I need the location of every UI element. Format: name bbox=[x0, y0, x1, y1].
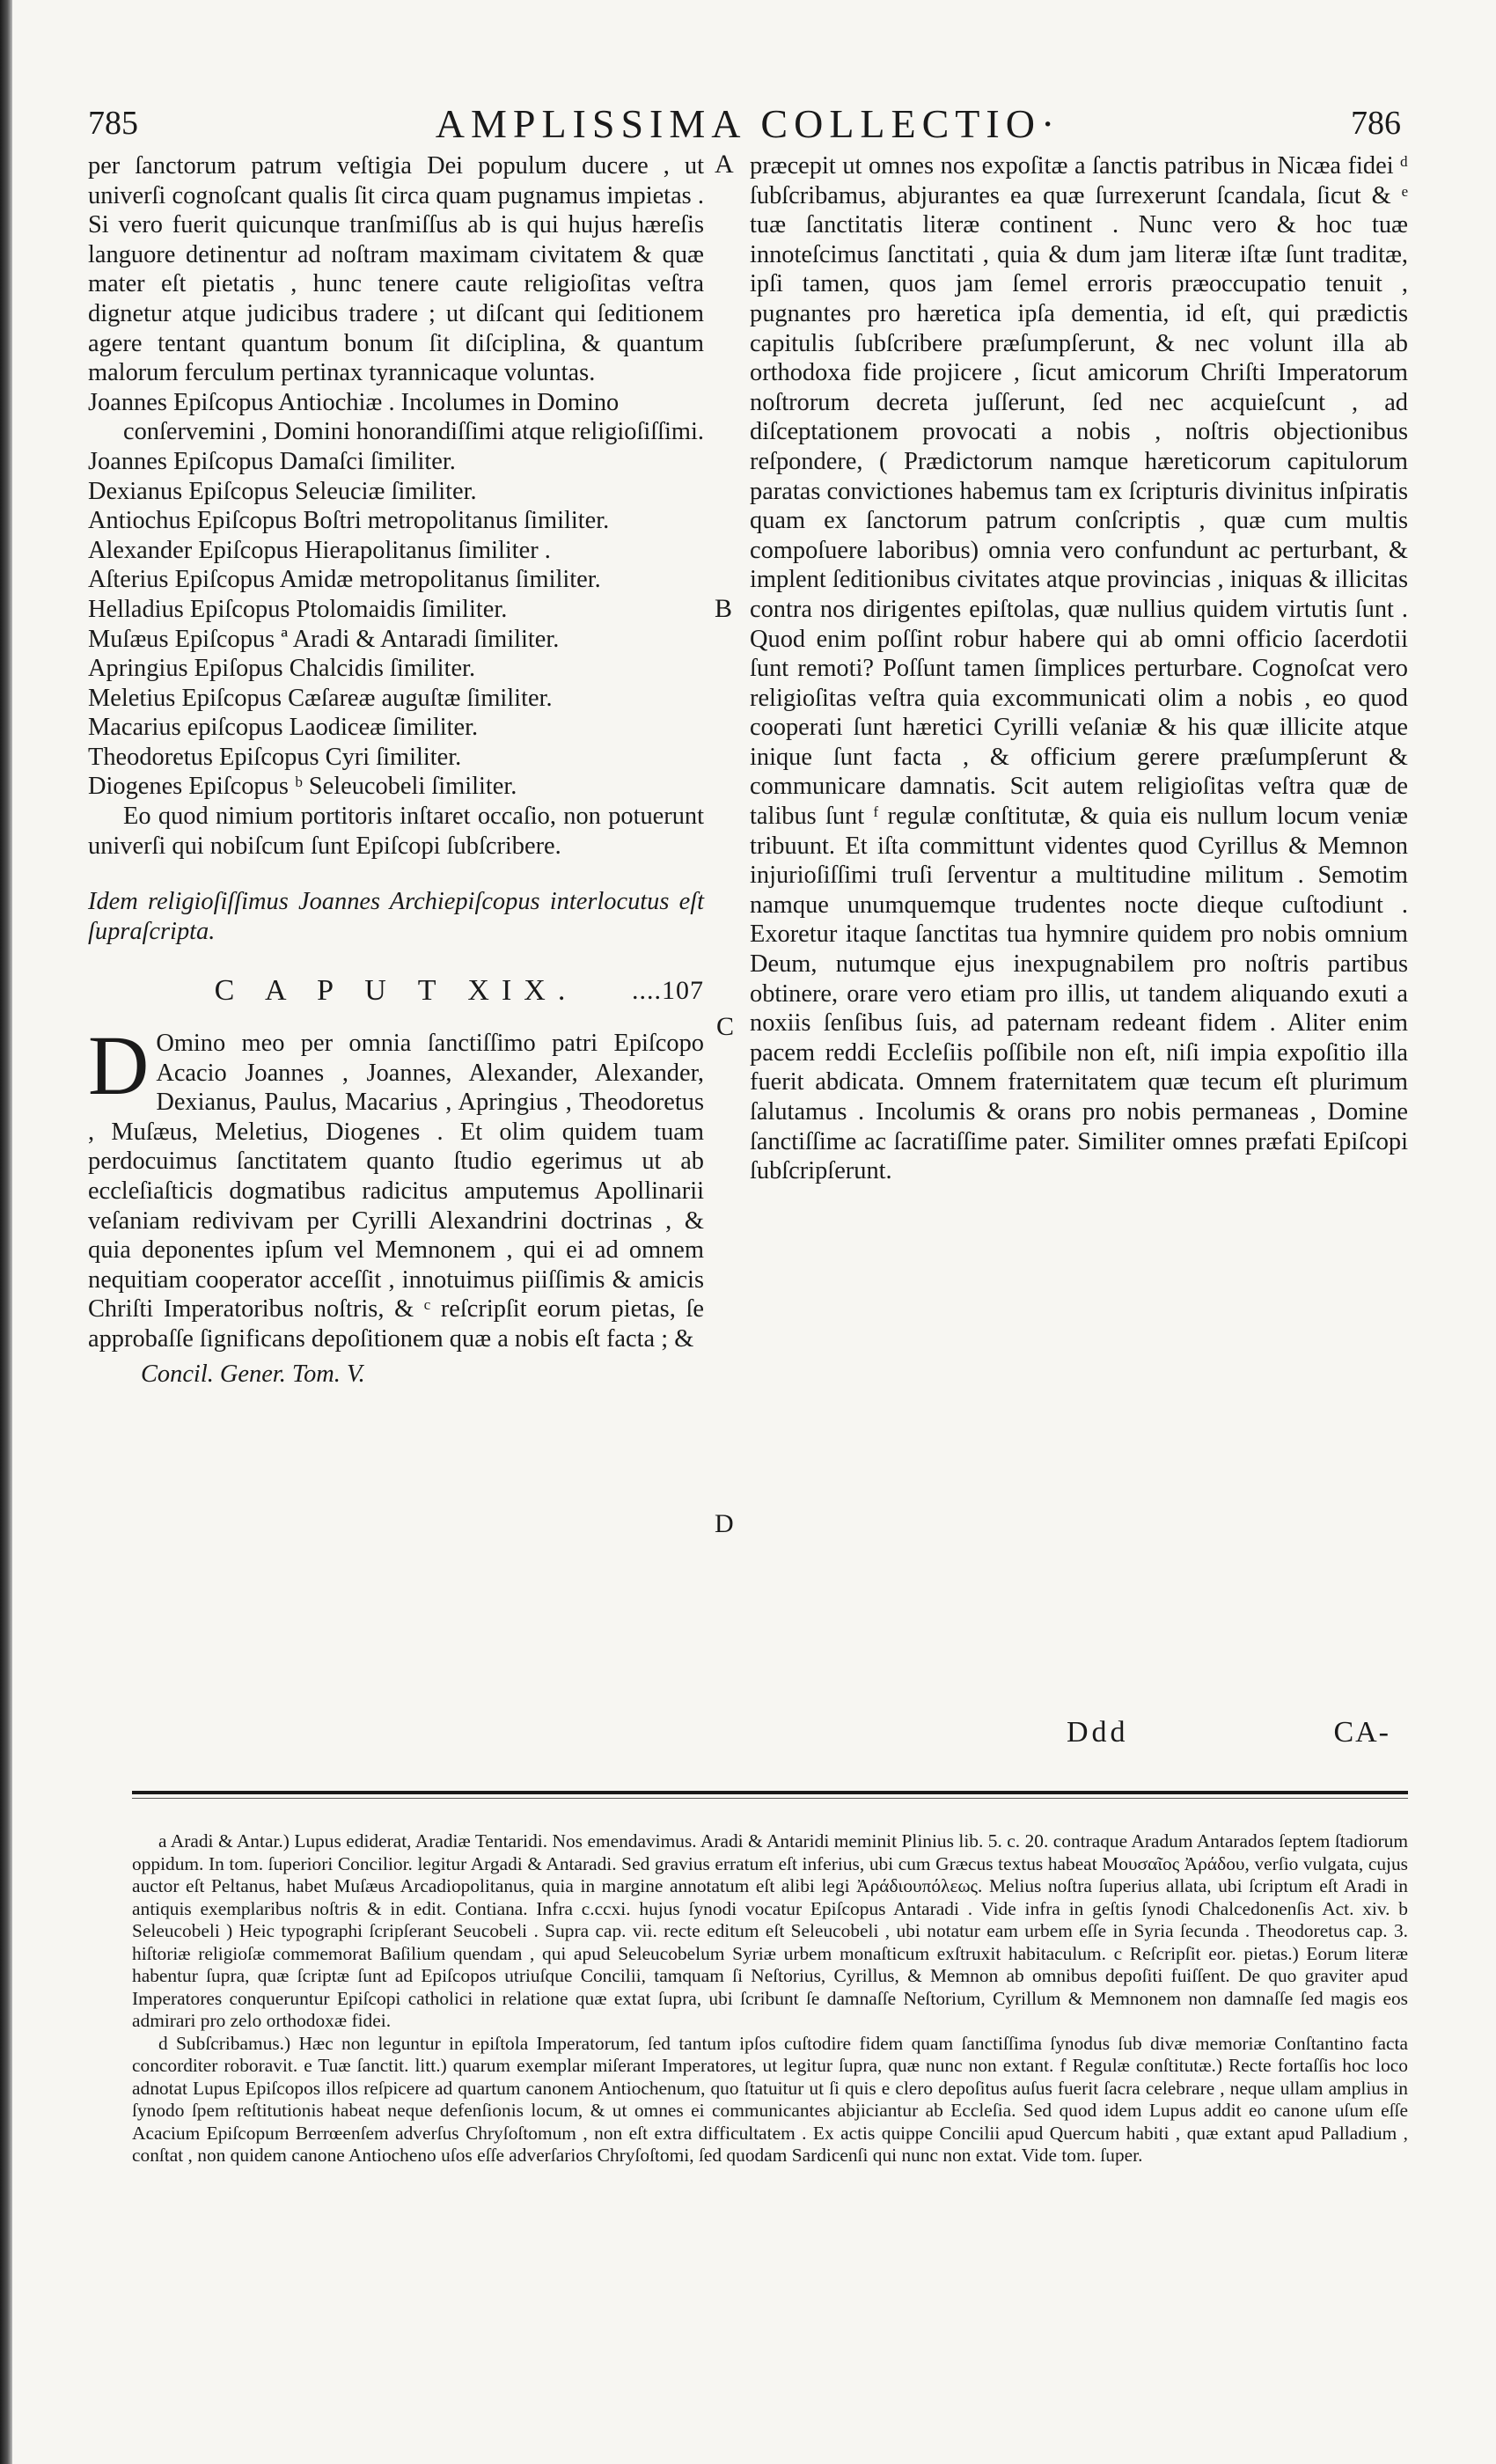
left-column bbox=[88, 151, 704, 1389]
signature-line: Theodoretus Epiſcopus Cyri ſimiliter. bbox=[88, 743, 462, 771]
signature-line: Alexander Epiſcopus Hierapolitanus ſimiliter . bbox=[88, 536, 551, 564]
margin-marker-c: C bbox=[716, 1012, 735, 1041]
chapter-text: Omino meo per omnia ſanctiſſimo patri Epiſcopo Acacio Joannes , Joannes, Alexander, Alexander, Dexianus, Paulus, Macarius , Apringius , Theodoretus , Muſæus, Meletius, Diogenes . Et olim quidem tuam perdocuimus ſanctitatem quanto ſtudio egerimus ut ab eccleſiaſticis dogmatibus radicitus amputemus Apollinarii veſaniam redivivam per Cyrilli Alexandrini doctrinas , & quia deponentes ipſum vel Memnonem , qui ei ad omnem nequitiam cooperator acceſſit , innotuimus piiſſimis & amicis Chriſti Imperatoribus noſtris, & ᶜ reſcripſit eorum pietas, ſe approbaſſe ſignificans depoſitionem quæ a nobis eſt facta ; & bbox=[88, 1030, 704, 1353]
signature-line: Dexianus Epiſcopus Seleuciæ ſimiliter. bbox=[88, 477, 477, 505]
chapter-title: C A P U T XIX. bbox=[214, 974, 578, 1008]
intro-paragraph: per ſanctorum patrum veſtigia Dei populum ducere , ut univerſi cognoſcant qualis ſit circa quam pugnamus impietas . Si vero fuerit quicunque tranſmiſſus ab is qui hujus hæreſis languore detinentur ad noſtram maximam civitatem & quæ mater eſt pietatis , hunc tenere caute religioſitas veſtra dignetur atque judicibus tradere ; ut diſcant qui ſeditionem agere tentant quantum bonum ſit diſciplina, & quantum malorum ferculum pertinax tyrannicaque voluntas. bbox=[88, 152, 704, 387]
book-spine-shadow bbox=[0, 0, 12, 2464]
signature-line: Diogenes Epiſcopus ᵇ Seleucobeli ſimiliter. bbox=[88, 773, 517, 801]
running-title: AMPLISSIMA COLLECTIO· bbox=[435, 101, 1061, 146]
signature-line: Meletius Epiſcopus Cæſareæ auguſtæ ſimiliter. bbox=[88, 684, 553, 712]
catchword: CA- bbox=[1333, 1716, 1390, 1749]
italic-note: Idem religioſiſſimus Joannes Archiepiſcopus interlocutus eſt ſupraſcripta. bbox=[88, 888, 704, 945]
right-column-footer bbox=[750, 1716, 1408, 1751]
margin-marker-b: B bbox=[715, 594, 733, 623]
footnotes bbox=[132, 1830, 1408, 2167]
page-number-right: 786 bbox=[1351, 105, 1401, 142]
margin-marker-a: A bbox=[715, 150, 734, 179]
signature-line: Joannes Epiſcopus Damaſci ſimiliter. bbox=[88, 447, 456, 475]
footnote-rule bbox=[132, 1791, 1408, 1794]
right-column-text: præcepit ut omnes nos expoſitæ a ſanctis patribus in Nicæa fidei ᵈ ſubſcribamus, abjurantes ea quæ ſurrexerunt ſcandala, ſicut & ᵉ tuæ ſanctitatis literæ continent . Nunc vero & hoc tuæ innoteſcimus ſanctitati , quia & dum jam literæ iſtæ ſunt traditæ, ipſi tamen, quos jam ſemel erroris præoccupatio tenuit , pugnantes pro hæretica ipſa dementia, id eſt, qui prædictis capitulis ſubſcribere præſumpſerunt, & nec volunt illa ab orthodoxa fide projicere , ſicut amicorum Chriſti Imperatorum noſtrorum decreta juſſerunt, ſed nec acquieſcunt , ad diſceptationem provocati a nobis , noſtris objectionibus reſpondere, ( Prædictorum namque hæreticorum capitulorum paratas convictiones habemus tam ex ſcripturis divinitus inſpiratis quam ex ſanctorum patrum conſcriptis , quæ cum multis compoſuere laboribus) omnia vero confundunt ac perturbant, & implent ſeditionibus civitates atque provincias , iniquas & illicitas contra nos dirigentes epiſtolas, quæ nullius quidem virtutis ſunt . Quod enim poſſint robur habere qui ab omni officio ſacerdotii ſunt remoti? Poſſunt tamen ſimplices perturbare. Cognoſcat vero religioſitas veſtra quia excommunicati olim a nobis , eo quod cooperati ſunt hæretici Cyrilli veſaniæ & his quæ illicite atque inique ſunt facta , & officium gerere præſumpſerunt & communicare damnatis. Scit autem religioſitas veſtra quæ de talibus ſunt ᶠ regulæ conſtitutæ, & quia eis nullum locum veniæ tribuunt. Et iſta committunt videntes quod Cyrillus & Memnon injurioſiſſimi truſi ſerventur a multitudine militum . Semotim namque unumquemque trudentes nocte dieque cuſtodiunt . Exoretur itaque ſanctitas tua hymnire quidem pro nobis omnium Deum, nutumque ejus inexpugnabilem pro noſtris partibus obtinere, orare vero etiam pro illis, ut tandem aliquando exuti a noxiis ſenſibus ſuis, ad paternam redeant fidem . Aliter enim pacem reddi Eccleſiis poſſibile non eſt, niſi impia expoſitio illa fuerit abdicata. Omnem fraternitatem quæ tecum eſt plurimum ſalutamus . Incolumis & orans pro nobis permaneas , Domine ſanctiſſime ac ſacratiſſime pater. Similiter omnes præfati Epiſcopi ſubſcripſerunt. bbox=[750, 152, 1408, 1185]
margin-marker-d: D bbox=[715, 1509, 734, 1538]
closing-paragraph: Eo quod nimium portitoris inſtaret occaſio, non potuerunt univerſi qui nobiſcum ſunt Epiſcopi ſubſcribere. bbox=[88, 803, 704, 860]
chapter-heading bbox=[88, 976, 704, 1006]
drop-cap: D bbox=[88, 1018, 150, 1113]
signature-line: Macarius epiſcopus Laodiceæ ſimiliter. bbox=[88, 714, 479, 742]
right-column bbox=[750, 151, 1408, 1186]
footnote-block: a Aradi & Antar.) Lupus ediderat, Aradiæ Tentaridi. Nos emendavimus. Aradi & Antaridi meminit Plinius lib. 5. c. 20. contraque Aradum Antarados ſeptem ſtadiorum oppidum. In tom. ſuperiori Concilior. legitur Argadi & Antaradi. Sed gravius erratum eſt inferius, ubi cum Græcus textus habeat Μουσαῖος Ἀράδου, verſio vulgata, cujus auctor eſt Peltanus, habet Muſæus Arcadiopolitanus, quia in margine annotatum eſt alibi legi Ἀράδιουπόλεως. Melius noſtra ſuperius allata, ubi ſcriptum eſt Aradi in antiquis exemplaribus noſtris & in edit. Contiana. Infra c.ccxi. hujus ſynodi vocatur Epiſcopus Antaradi . Vide infra in geſtis ſynodi Chalcedonenſis Act. xiv. b Seleucobeli ) Heic typographi ſcripſerant Seucobeli . Supra cap. vii. recte editum eſt Seleucobeli , ubi notatur eam urbem eſſe in Syria ſecunda . Theodoretus cap. 3. hiſtoriæ religioſæ commemorat Baſilium quendam , qui apud Seleucobelum Syriæ urbem monaſticum exſtruxit habitaculum. c Reſcripſit eor. pietas.) Eorum literæ habentur ſupra, quæ ſcriptæ ſunt ad Epiſcopos utriuſque Concilii, tamquam ſi Neſtorius, Cyrillus, & Memnon ab omnibus depoſiti fuiſſent. De quo graviter apud Imperatores conqueruntur Epiſcopi catholici in relatione quæ extat ſupra, ubi ſcribunt ſe damnaſſe Neſtorium, Cyrillum & Memnonem non damnaſſe ſed magis eos admirari pro zelo orthodoxæ fidei. bbox=[132, 1830, 1408, 2031]
signature-line: Aſterius Epiſcopus Amidæ metropolitanus ſimiliter. bbox=[88, 566, 601, 594]
page-header bbox=[0, 101, 1496, 148]
chapter-number: ....107 bbox=[632, 976, 704, 1006]
footnote-rule-thin bbox=[132, 1798, 1408, 1799]
volume-signature: Concil. Gener. Tom. V. bbox=[141, 1360, 365, 1388]
footnote-block: d Subſcribamus.) Hæc non leguntur in epiſtola Imperatorum, ſed tantum ipſos cuſtodire fidem quam ſanctiſſima ſynodus ſub divæ memoriæ Conſtantino facta concorditer roboravit. e Tuæ ſanctit. litt.) quarum exemplar miſerant Imperatores, ut legitur ſupra, quæ nunc non extant. f Regulæ conſtitutæ.) Recte fortaſſis hoc loco adnotat Lupus Epiſcopos illos reſpicere ad quartum canonem Antiochenum, quo ſtatuitur ut ſi quis e clero depoſitus auſus fuerit ſacra celebrare , neque ullam amplius in ſynodo ſpem reſtitutionis habeat neque defenſionis locum, & ut omnes ei communicantes abjiciantur ab Eccleſia. Sed quod idem Lupus addit eo canone uſum eſſe Acacium Epiſcopum Berrœenſem adverſus Chryſoſtomum , non eſt extra difficultatem . Ex actis quippe Concilii apud Quercum habiti , quæ extant apud Palladium , conſtat , non quidem canone Antiocheno uſos eſſe adverſarios Chryſoſtomi, ſed quodam Sardicenſi qui nunc non extat. Vide tom. ſuper. bbox=[132, 2032, 1408, 2166]
column-footer bbox=[88, 1360, 704, 1390]
signature-list bbox=[88, 388, 704, 802]
signature-line: Antiochus Epiſcopus Boſtri metropolitanus ſimiliter. bbox=[88, 507, 610, 535]
signature-line: Muſæus Epiſcopus ª Aradi & Antaradi ſimiliter. bbox=[88, 625, 560, 653]
signature-mark: Ddd bbox=[1067, 1716, 1129, 1749]
chapter-paragraph bbox=[88, 1018, 704, 1354]
signature-line: Joannes Epiſcopus Antiochiæ . Incolumes in Domino conſervemini , Domini honorandiſſimi atque religioſiſſimi. bbox=[88, 388, 704, 446]
signature-line: Apringius Epiſopus Chalcidis ſimiliter. bbox=[88, 655, 476, 683]
signature-line: Helladius Epiſcopus Ptolomaidis ſimiliter. bbox=[88, 595, 508, 623]
page-number-left: 785 bbox=[88, 105, 138, 142]
